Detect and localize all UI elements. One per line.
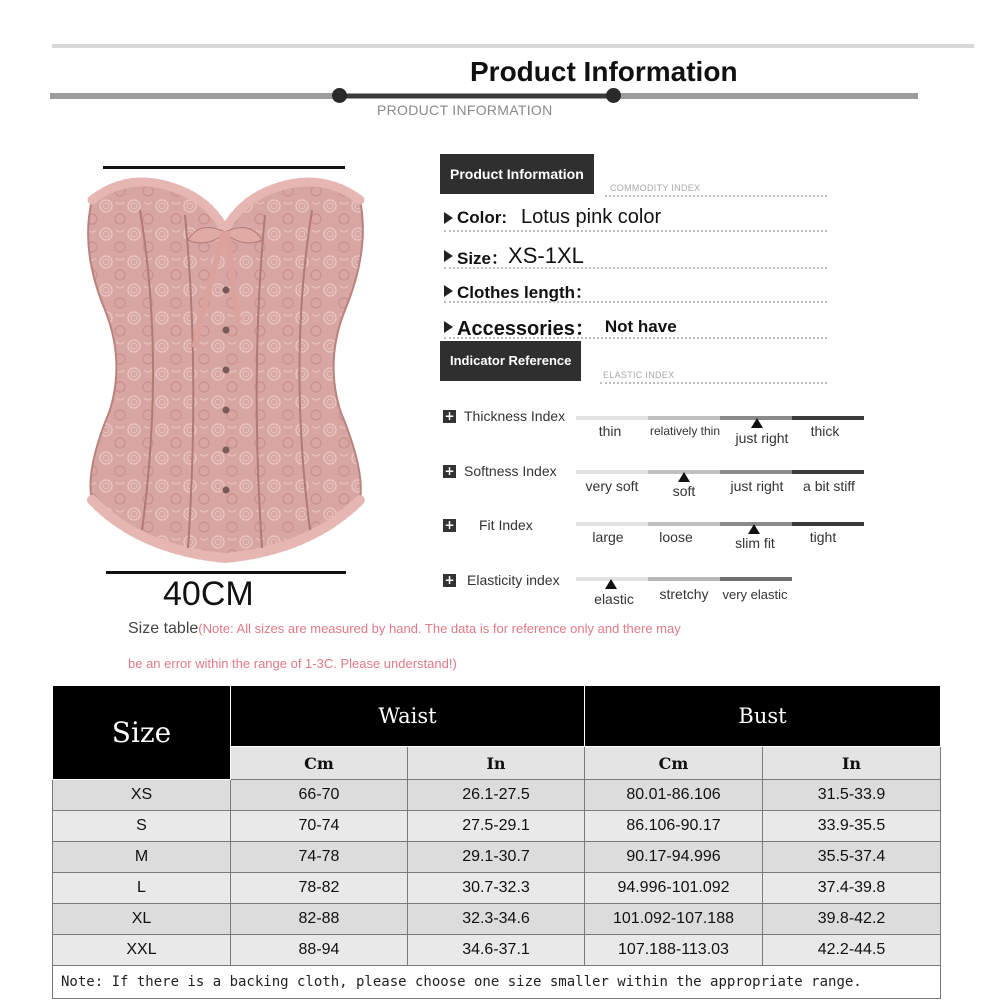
measurement-cell: 33.9-35.5 <box>763 811 941 842</box>
plus-icon: + <box>444 573 455 587</box>
page-title: Product Information <box>470 56 738 87</box>
width-dimension-label: 40CM <box>163 575 254 613</box>
size-cell: XXL <box>53 935 231 966</box>
elasticity-selected-marker-icon <box>605 579 617 589</box>
softness-option: a bit stiff <box>803 478 855 494</box>
plus-icon: + <box>444 409 455 423</box>
softness-option: very soft <box>585 478 639 494</box>
measurement-cell: 39.8-42.2 <box>763 904 941 935</box>
backing-cloth-note: Note: If there is a backing cloth, please choose one size smaller within the appropriate range. <box>53 966 941 999</box>
unit-subheader: Cm <box>585 747 763 780</box>
dotted-divider <box>444 301 827 303</box>
softness-option: soft <box>672 483 696 499</box>
bottom-dimension-line <box>106 571 346 574</box>
thickness-selected-marker-icon <box>751 418 763 428</box>
header-dot-left <box>332 88 347 103</box>
measurement-cell: 30.7-32.3 <box>408 873 585 904</box>
thickness-scale-segment <box>648 416 720 420</box>
size-column-header: Size <box>53 686 231 780</box>
unit-subheader: In <box>763 747 941 780</box>
triangle-bullet-icon <box>444 250 453 262</box>
table-row <box>53 780 941 811</box>
fit-option: slim fit <box>735 535 775 551</box>
elasticity-option: stretchy <box>659 586 709 602</box>
softness-scale-segment <box>720 470 792 474</box>
measurement-cell: 86.106-90.17 <box>585 811 763 842</box>
measurement-cell: 42.2-44.5 <box>763 935 941 966</box>
fit-scale-segment <box>648 522 720 526</box>
table-row <box>53 935 941 966</box>
dotted-divider <box>600 382 827 384</box>
measurement-cell: 29.1-30.7 <box>408 842 585 873</box>
fit-option: loose <box>659 529 693 545</box>
accessories-label: Accessories： <box>457 318 595 340</box>
elasticity-scale-segment <box>648 577 720 581</box>
table-header-row <box>53 686 941 747</box>
elasticity-option: elastic <box>594 591 634 607</box>
dotted-divider <box>444 230 827 232</box>
color-value: Lotus pink color <box>521 206 662 228</box>
measurement-note-line1: (Note: All sizes are measured by hand. The data is for reference only and there may <box>198 621 681 636</box>
measurement-cell: 90.17-94.996 <box>585 842 763 873</box>
softness-option: just right <box>730 478 784 494</box>
header-rule-highlight <box>340 94 614 98</box>
measurement-cell: 32.3-34.6 <box>408 904 585 935</box>
size-table <box>52 685 941 999</box>
table-row <box>53 811 941 842</box>
size-cell: XL <box>53 904 231 935</box>
page-subtitle: PRODUCT INFORMATION <box>377 102 553 118</box>
info-row-color <box>444 206 661 229</box>
measurement-cell: 27.5-29.1 <box>408 811 585 842</box>
commodity-index-tag: COMMODITY INDEX <box>610 183 701 193</box>
top-divider <box>52 44 974 48</box>
table-row <box>53 904 941 935</box>
measurement-cell: 94.996-101.092 <box>585 873 763 904</box>
size-table-label: Size table <box>128 620 199 637</box>
softness-scale-segment <box>576 470 648 474</box>
fit-scale-segment <box>792 522 864 526</box>
plus-icon: + <box>444 518 455 532</box>
fit-selected-marker-icon <box>748 524 760 534</box>
thickness-scale-segment <box>792 416 864 420</box>
measurement-cell: 70-74 <box>231 811 408 842</box>
measurement-cell: 26.1-27.5 <box>408 780 585 811</box>
elastic-index-tag: ELASTIC INDEX <box>603 370 675 380</box>
product-info-heading: Product Information <box>440 154 594 194</box>
table-row <box>53 873 941 904</box>
unit-subheader: In <box>408 747 585 780</box>
measurement-cell: 35.5-37.4 <box>763 842 941 873</box>
accessories-value: Not have <box>604 316 677 336</box>
waist-group-header: Waist <box>231 686 585 747</box>
measurement-cell: 66-70 <box>231 780 408 811</box>
size-table-note <box>128 620 681 638</box>
dotted-divider <box>444 337 827 339</box>
dotted-divider <box>444 267 827 269</box>
size-label: Size： <box>457 248 509 268</box>
thickness-option: thin <box>598 423 622 439</box>
size-cell: XS <box>53 780 231 811</box>
plus-icon: + <box>444 464 455 478</box>
size-cell: L <box>53 873 231 904</box>
corset-illustration <box>70 170 390 570</box>
unit-subheader: Cm <box>231 747 408 780</box>
size-table-body <box>53 780 941 966</box>
fit-scale-segment <box>576 522 648 526</box>
thickness-option: relatively thin <box>649 424 721 438</box>
thickness-index-label: Thickness Index <box>464 408 566 424</box>
elasticity-index-label: Elasticity index <box>467 572 560 588</box>
fit-index-label: Fit Index <box>479 517 533 533</box>
measurement-cell: 82-88 <box>231 904 408 935</box>
triangle-bullet-icon <box>444 321 453 333</box>
header-dot-right <box>606 88 621 103</box>
dotted-divider <box>605 195 827 197</box>
triangle-bullet-icon <box>444 285 453 297</box>
info-row-clothes-length <box>444 278 592 303</box>
softness-selected-marker-icon <box>678 472 690 482</box>
softness-scale-segment <box>792 470 864 474</box>
measurement-cell: 34.6-37.1 <box>408 935 585 966</box>
clothes-length-label: Clothes length： <box>457 283 593 302</box>
size-value: XS-1XL <box>508 243 584 268</box>
measurement-cell: 80.01-86.106 <box>585 780 763 811</box>
color-label: Color: <box>457 207 508 227</box>
elasticity-scale-segment <box>720 577 792 581</box>
top-dimension-line <box>103 166 345 169</box>
measurement-cell: 37.4-39.8 <box>763 873 941 904</box>
thickness-option: thick <box>810 423 840 439</box>
thickness-scale-segment <box>576 416 648 420</box>
info-row-size <box>444 243 584 269</box>
fit-option: large <box>592 529 624 545</box>
measurement-cell: 107.188-113.03 <box>585 935 763 966</box>
softness-index-label: Softness Index <box>464 463 557 479</box>
measurement-note-line2: be an error within the range of 1-3C. Please understand!) <box>128 656 457 671</box>
size-cell: M <box>53 842 231 873</box>
fit-option: tight <box>809 529 837 545</box>
measurement-cell: 101.092-107.188 <box>585 904 763 935</box>
measurement-cell: 78-82 <box>231 873 408 904</box>
table-footer-row <box>53 966 941 999</box>
indicator-reference-heading: Indicator Reference <box>440 341 581 381</box>
product-image <box>70 170 390 570</box>
measurement-cell: 74-78 <box>231 842 408 873</box>
size-cell: S <box>53 811 231 842</box>
bust-group-header: Bust <box>585 686 941 747</box>
thickness-option: just right <box>735 430 789 446</box>
table-row <box>53 842 941 873</box>
triangle-bullet-icon <box>444 212 453 224</box>
measurement-cell: 31.5-33.9 <box>763 780 941 811</box>
elasticity-option: very elastic <box>722 587 788 602</box>
measurement-cell: 88-94 <box>231 935 408 966</box>
